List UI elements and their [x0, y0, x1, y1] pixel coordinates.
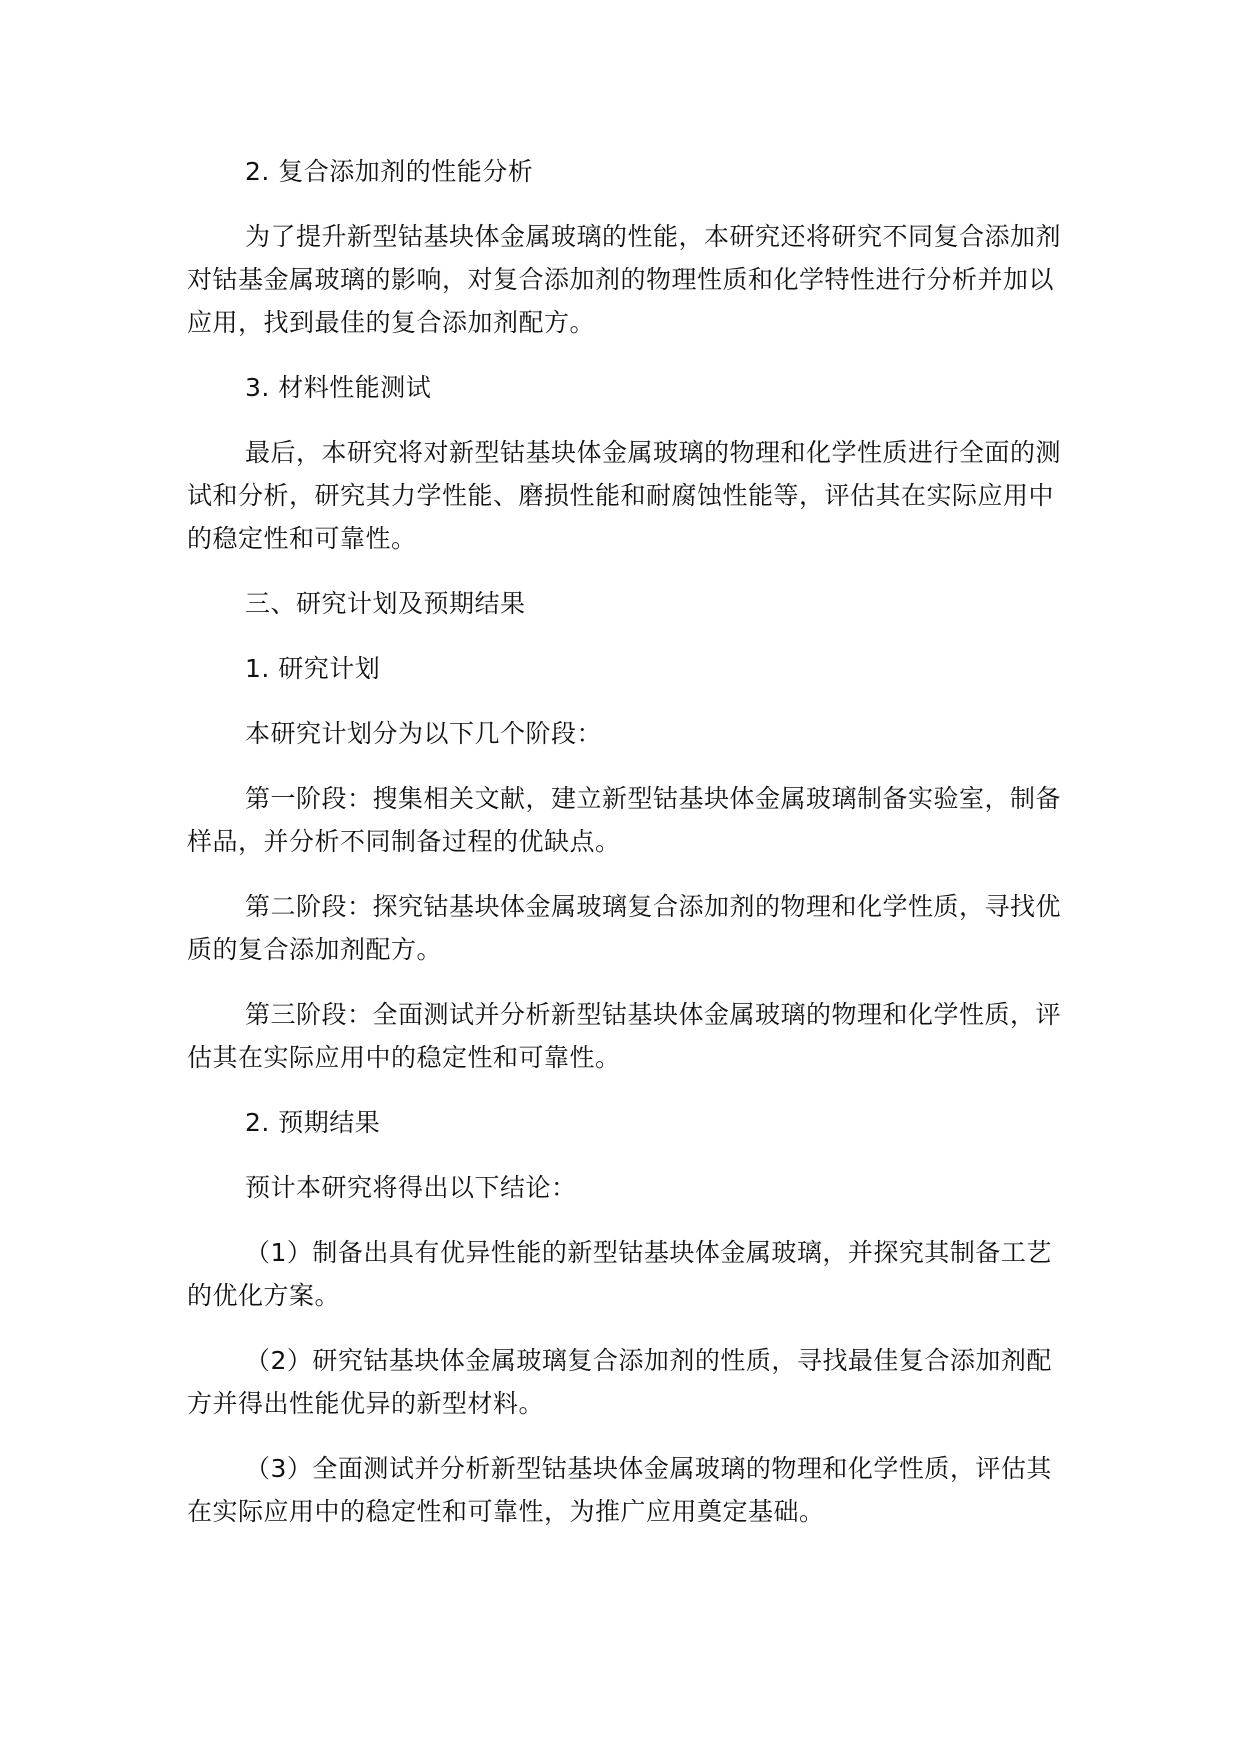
section-heading-material-testing: 3. 材料性能测试 — [245, 373, 432, 402]
paragraph-stage-two: 第二阶段：探究钴基块体金属玻璃复合添加剂的物理和化学性质，寻找优质的复合添加剂配方。 — [187, 892, 1062, 964]
paragraph-plan-intro: 本研究计划分为以下几个阶段： — [245, 719, 603, 748]
section-heading-research-plan: 1. 研究计划 — [245, 654, 381, 683]
paragraph-result-one: （1）制备出具有优异性能的新型钴基块体金属玻璃，并探究其制备工艺的优化方案。 — [187, 1238, 1052, 1310]
section-heading-expected-results: 2. 预期结果 — [245, 1108, 381, 1137]
paragraph-results-intro: 预计本研究将得出以下结论： — [245, 1173, 577, 1202]
section-heading-composite-additive-analysis: 2. 复合添加剂的性能分析 — [245, 157, 534, 186]
paragraph-stage-three: 第三阶段：全面测试并分析新型钴基块体金属玻璃的物理和化学性质，评估其在实际应用中的稳定性和可靠性。 — [187, 1000, 1062, 1072]
paragraph-result-two: （2）研究钴基块体金属玻璃复合添加剂的性质，寻找最佳复合添加剂配方并得出性能优异的新型材料。 — [187, 1346, 1052, 1418]
paragraph-result-three: （3）全面测试并分析新型钴基块体金属玻璃的物理和化学性质，评估其在实际应用中的稳定性和可靠性，为推广应用奠定基础。 — [187, 1454, 1052, 1526]
document-body — [187, 150, 1067, 1555]
chapter-heading-plan-and-results: 三、研究计划及预期结果 — [245, 589, 526, 618]
paragraph-stage-one: 第一阶段：搜集相关文献，建立新型钴基块体金属玻璃制备实验室，制备样品，并分析不同制备过程的优缺点。 — [187, 784, 1062, 856]
paragraph-composite-additive: 为了提升新型钴基块体金属玻璃的性能，本研究还将研究不同复合添加剂对钴基金属玻璃的影响，对复合添加剂的物理性质和化学特性进行分析并加以应用，找到最佳的复合添加剂配方。 — [187, 222, 1062, 337]
paragraph-material-testing: 最后，本研究将对新型钴基块体金属玻璃的物理和化学性质进行全面的测试和分析，研究其力学性能、磨损性能和耐腐蚀性能等，评估其在实际应用中的稳定性和可靠性。 — [187, 438, 1062, 553]
